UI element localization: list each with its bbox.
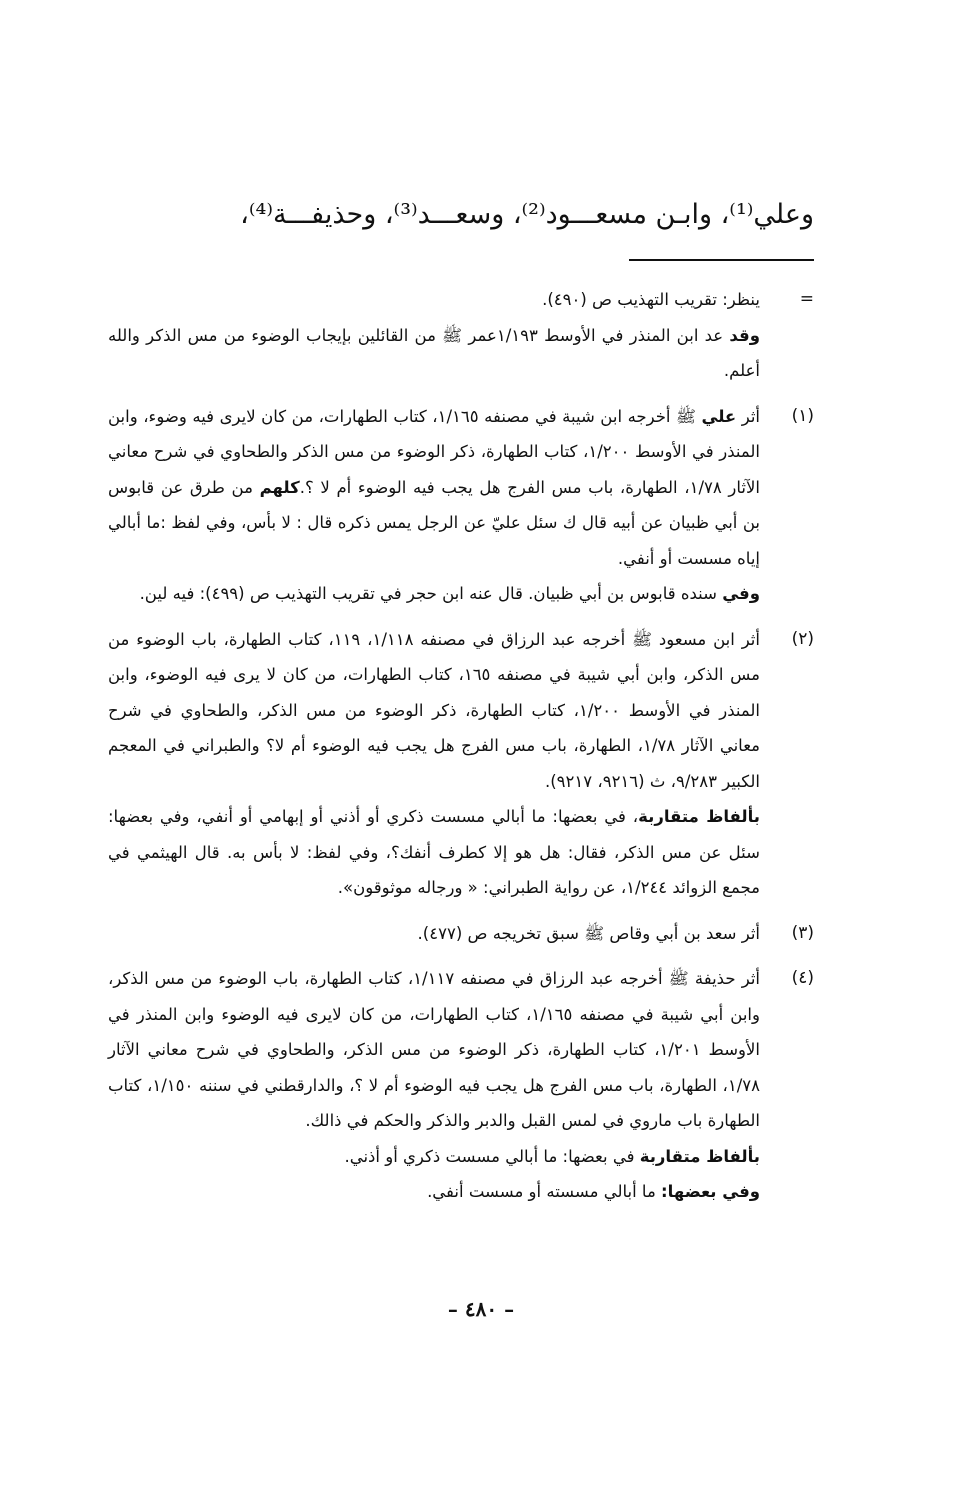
footnote-text: ، في بعضها: ما أبالي مسست ذكري أو أذني أو إبهامي أو أنفي، وفي بعضها: سئل عن مس الذكر، فقال: هل هو إلا كطرف أنفك؟، وفي لفظ: لا بأس به. قال الهيثمي في مجمع الزوائد ١/٢٤٤، عن رواية الطبراني: « ورجاله موثوقون». xyxy=(108,807,760,897)
footnote-carry-text: عد ابن المنذر في الأوسط ١/١٩٣عمر ﷺ من القائلين بإيجاب الوضوء من مس الذكر والله أعلم. xyxy=(108,325,760,380)
footnote-text: أثر سعد بن أبي وقاص ﷺ سبق تخريجه ص (٤٧٧). xyxy=(417,923,760,943)
footnote-text: ما أبالي مسسته أو مسست أنفي. xyxy=(427,1182,662,1201)
bold-lead: وقد xyxy=(729,325,760,345)
footnote-carry-line: ينظر: تقريب التهذيب ص (٤٩٠). xyxy=(542,290,760,309)
bold-term: علي xyxy=(701,406,737,426)
footnote-number: (١) xyxy=(791,405,814,426)
bold-lead: بألفاظ متقاربة xyxy=(639,1146,760,1166)
footnote-number: (٤) xyxy=(791,968,814,988)
footnote-text: أثر حذيفة ﷺ أخرجه عبد الرزاق في مصنفه ١/١١٧، كتاب الطهارة، باب الوضوء من مس الذكر، وابن أبي شيبة في مصنفه ١/١٦٥، كتاب الطهارات، من كان لايرى فيه الوضوء وابن المنذر في الأوسط ١/٢٠١، كتاب الطهارة، ذكر الوضوء من مس الذكر، والطحاوي في شرح معاني الآثار ١/٧٨، الطهارة، باب مس الفرج هل يجب فيه الوضوء أم لا ؟، والدارقطني في سننه ١/١٥٠، كتاب الطهارة باب ماروي في لمس القبل والدبر والذكر والحكم في ذالك. xyxy=(108,969,761,1130)
footnote-number: (٢) xyxy=(791,628,814,649)
bold-lead: وفي xyxy=(722,584,760,603)
main-text-line: وعلي⁽¹⁾، وابـن مسعـــود⁽²⁾، وسعـــد⁽³⁾، وحذيفـــة⁽⁴⁾، xyxy=(240,199,814,230)
footnote-separator xyxy=(629,259,814,261)
footnote-4 xyxy=(108,961,814,1210)
footnote-1 xyxy=(108,399,814,612)
footnote-text: في بعضها: ما أبالي مسست ذكري أو أذني. xyxy=(344,1146,640,1166)
bold-term: كلهم xyxy=(259,477,300,497)
bold-lead: بألفاظ متقاربة xyxy=(638,807,760,826)
footnote-text: سنده قابوس بن أبي ظبيان. قال عنه ابن حجر في تقريب التهذيب ص (٤٩٩): فيه لين. xyxy=(139,584,723,603)
footnote-text: ﷺ أخرجه ابن شيبة في مصنفه ١/١٦٥، كتاب الطهارات، من كان لايرى فيه وضوء، وابن المنذر في الأوسط ١/٢٠٠، كتاب الطهارة، ذكر الوضوء من مس الذكر والطحاوي في شرح معاني الآثار ١/٧٨، الطهارة، باب مس الفرج هل يجب فيه الوضوء أم لا ؟. xyxy=(108,406,761,497)
footnote-2 xyxy=(108,622,814,906)
footnote-text: أثر ابن مسعود ﷺ أخرجه عبد الرزاق في مصنفه ١/١١٨، ١١٩، كتاب الطهارة، باب الوضوء من مس الذكر، وابن أبي شيبة في مصنفه ١٦٥، كتاب الطهارات، من كان لا يرى فيه الوضوء، وابن المنذر في الأوسط ١/٢٠٠، كتاب الطهارة، ذكر الوضوء من مس الذكر، والطحاوي في شرح معاني الآثار ١/٧٨، الطهارة، باب مس الفرج هل يجب فيه الوضوء أم لا؟ والطبراني في المعجم الكبير ٩/٢٨٣، ث (٩٢١٦، ٩٢١٧). xyxy=(108,629,760,791)
page-number: – ٤٨٠ – xyxy=(447,1297,515,1321)
footnote-number: (٣) xyxy=(791,922,814,943)
bold-lead: وفي بعضها: xyxy=(661,1182,760,1201)
footnotes xyxy=(108,282,814,1210)
footnote-text: من طرق عن قابوس بن أبي ظبيان عن أبيه قال ك سئل عليّ عن الرجل يمس ذكره قال : لا بأس، وفي لفظ :ما أبالي إياه مسست أو أنفي. xyxy=(108,477,760,568)
footnote-carry-marker: = xyxy=(799,289,814,309)
footnote-text: أثر xyxy=(736,406,761,426)
footnote-carryover xyxy=(108,282,814,389)
footnote-3 xyxy=(108,916,814,952)
